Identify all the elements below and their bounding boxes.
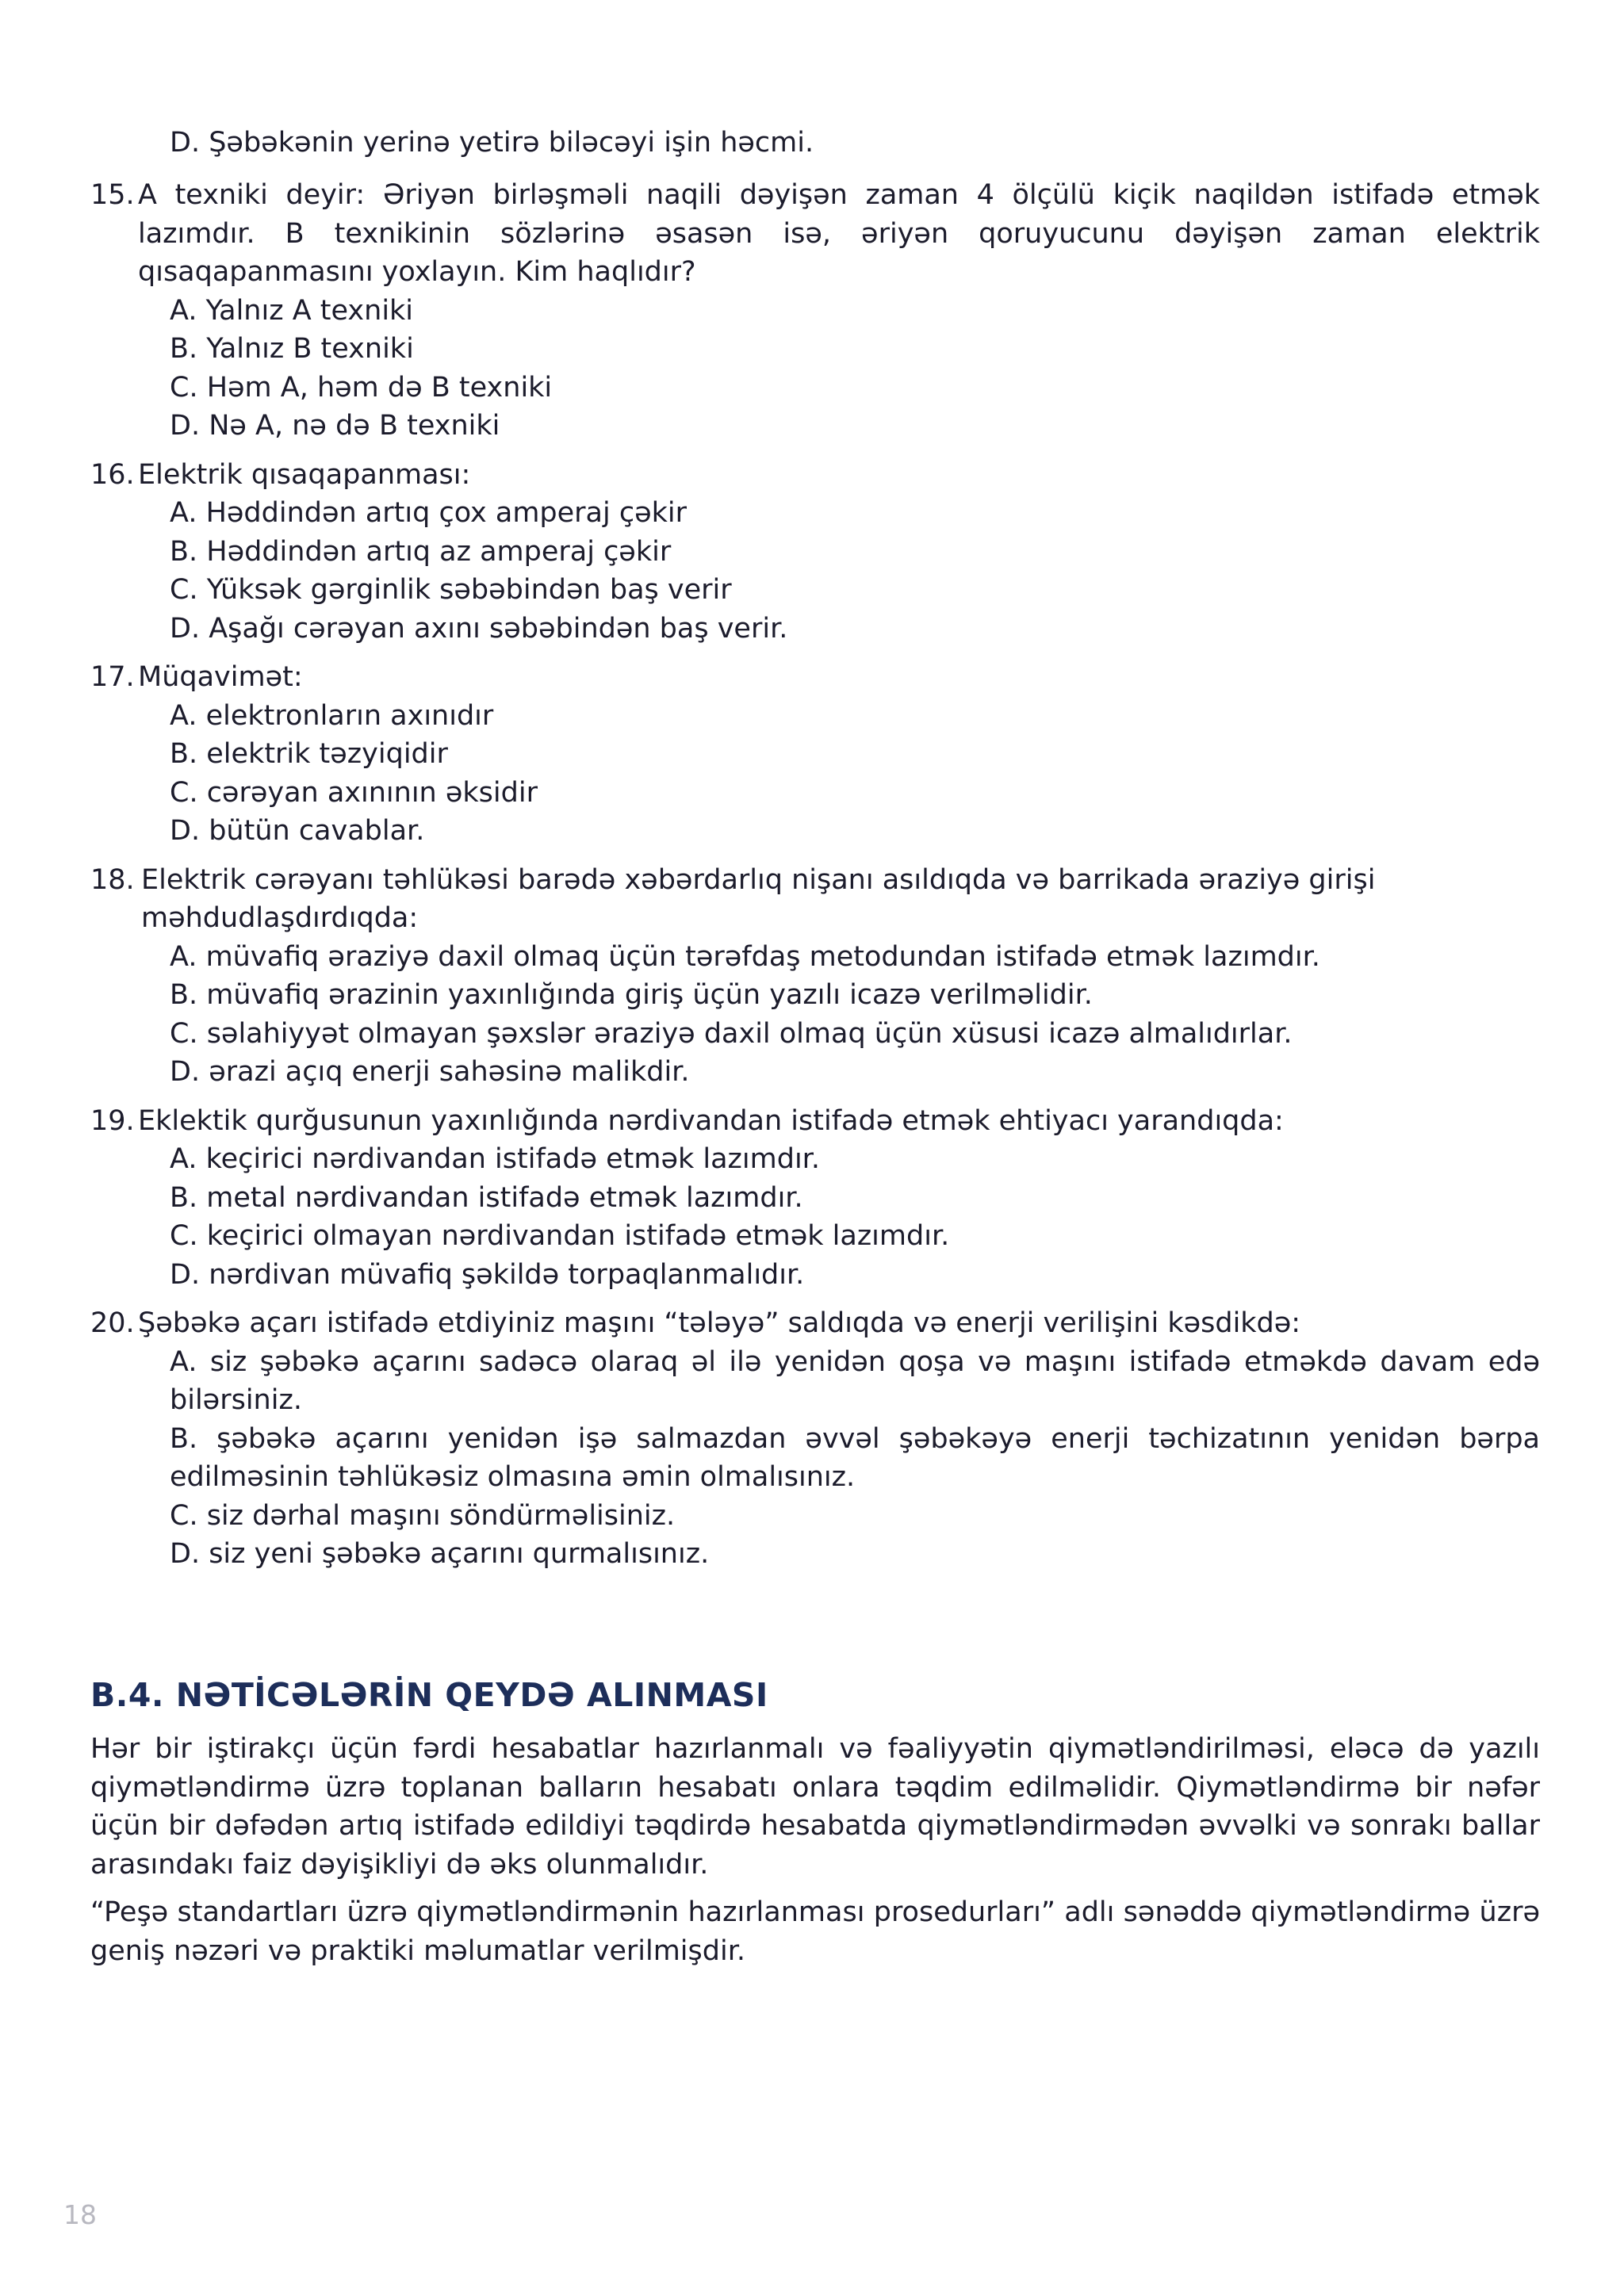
option-c: C. səlahiyyət olmayan şəxslər əraziyə daxil olmaq üçün xüsusi icazə almalıdırlar. xyxy=(170,1017,1293,1050)
option-b: B. müvafiq ərazinin yaxınlığında giriş üçün yazılı icazə verilməlidir. xyxy=(170,979,1093,1011)
option-a: A. siz şəbəkə açarını sadəcə olaraq əl ilə yenidən qoşa və maşını istifadə etməkdə davam edə bilərsiniz. xyxy=(170,1345,1540,1416)
question-16 xyxy=(90,456,1540,649)
question-20 xyxy=(90,1304,1540,1574)
question-17 xyxy=(90,658,1540,851)
question-number: 18. xyxy=(90,863,135,896)
question-number: 20. xyxy=(90,1307,135,1339)
section-heading: B.4. NƏTİCƏLƏRİN QEYDƏ ALINMASI xyxy=(90,1676,768,1714)
question-18 xyxy=(90,861,1540,1092)
option-b: B. elektrik təzyiqidir xyxy=(170,738,448,770)
question-stem xyxy=(90,1102,1540,1141)
question-number: 15. xyxy=(90,179,135,211)
option-b: B. metal nərdivandan istifadə etmək lazımdır. xyxy=(170,1181,803,1214)
question-text: Eklektik qurğusunun yaxınlığında nərdivandan istifadə etmək ehtiyacı yarandıqda: xyxy=(138,1104,1284,1137)
section-paragraph: “Peşə standartları üzrə qiymətləndirmənin hazırlanması prosedurları” adlı sənəddə qiymətləndirmə üzrə geniş nəzəri və praktiki məlumatlar verilmişdir. xyxy=(90,1896,1540,1967)
question-text: Müqavimət: xyxy=(138,661,303,693)
option-a: A. keçirici nərdivandan istifadə etmək lazımdır. xyxy=(170,1143,820,1175)
option-b: B. şəbəkə açarını yenidən işə salmazdan əvvəl şəbəkəyə enerji təchizatının yenidən bərpa edilməsinin təhlükəsiz olmasına əmin olmalısınız. xyxy=(170,1422,1540,1493)
question-number: 17. xyxy=(90,661,135,693)
questions-list xyxy=(90,176,1540,1584)
question-number: 16. xyxy=(90,458,135,491)
question-14-option-d: D. Şəbəkənin yerinə yetirə biləcəyi işin həcmi. xyxy=(170,127,814,159)
question-19 xyxy=(90,1102,1540,1295)
section-paragraph: Hər bir iştirakçı üçün fərdi hesabatlar hazırlanmalı və fəaliyyətin qiymətləndirilməsi, eləcə də yazılı qiymətləndirmə üzrə toplanan balların hesabatı onlara təqdim edilməlidir. Qiymətləndirmə bir nəfər üçün bir dəfədən artıq istifadə edildiyi təqdirdə hesabatda qiymətləndirmədən əvvəlki və sonrakı ballar arasındakı faiz dəyişikliyi də əks olunmalıdır. xyxy=(90,1733,1540,1881)
option-a: A. müvafiq əraziyə daxil olmaq üçün tərəfdaş metodundan istifadə etmək lazımdır. xyxy=(170,940,1320,973)
question-number: 19. xyxy=(90,1104,135,1137)
option-d: D. siz yeni şəbəkə açarını qurmalısınız. xyxy=(170,1538,710,1570)
question-text: Elektrik qısaqapanması: xyxy=(138,458,471,491)
option-d: D. nərdivan müvafiq şəkildə torpaqlanmalıdır. xyxy=(170,1258,805,1291)
question-14-continuation xyxy=(90,124,1540,163)
question-15 xyxy=(90,176,1540,446)
question-stem xyxy=(90,176,1540,292)
option-d: D. ərazi açıq enerji sahəsinə malikdir. xyxy=(170,1056,690,1088)
option-a: A. elektronların axınıdır xyxy=(170,699,494,732)
option-b: B. Yalnız B texniki xyxy=(170,333,414,365)
option-c: C. Yüksək gərginlik səbəbindən baş verir xyxy=(170,574,732,606)
option-a: A. Yalnız A texniki xyxy=(170,294,414,327)
question-text: Elektrik cərəyanı təhlükəsi barədə xəbərdarlıq nişanı asıldıqda və barrikada əraziyə girişi məhdudlaşdırdıqda: xyxy=(141,863,1376,934)
question-stem xyxy=(90,658,1540,697)
question-stem xyxy=(90,1304,1540,1343)
question-stem xyxy=(90,861,1540,938)
results-recording-section xyxy=(90,1671,1540,1980)
question-text: Şəbəkə açarı istifadə etdiyiniz maşını “tələyə” saldıqda və enerji verilişini kəsdikdə: xyxy=(138,1307,1301,1339)
option-a: A. Həddindən artıq çox amperaj çəkir xyxy=(170,497,688,529)
option-c: C. keçirici olmayan nərdivandan istifadə etmək lazımdır. xyxy=(170,1220,950,1252)
page-number: 18 xyxy=(63,2199,97,2230)
option-b: B. Həddindən artıq az amperaj çəkir xyxy=(170,535,672,568)
option-d: D. bütün cavablar. xyxy=(170,815,425,847)
option-c: C. siz dərhal maşını söndürməlisiniz. xyxy=(170,1499,676,1532)
option-d: D. Nə A, nə də B texniki xyxy=(170,410,500,442)
question-stem xyxy=(90,456,1540,495)
option-d: D. Aşağı cərəyan axını səbəbindən baş verir. xyxy=(170,612,788,645)
question-text: A texniki deyir: Əriyən birləşməli naqili dəyişən zaman 4 ölçülü kiçik naqildən istifadə etmək lazımdır. B texnikinin sözlərinə əsasən isə, əriyən qoruyucunu dəyişən zaman elektrik qısaqapanmasını yoxlayın. Kim haqlıdır? xyxy=(138,179,1540,288)
option-c: C. cərəyan axınının əksidir xyxy=(170,776,538,809)
option-c: C. Həm A, həm də B texniki xyxy=(170,371,553,404)
